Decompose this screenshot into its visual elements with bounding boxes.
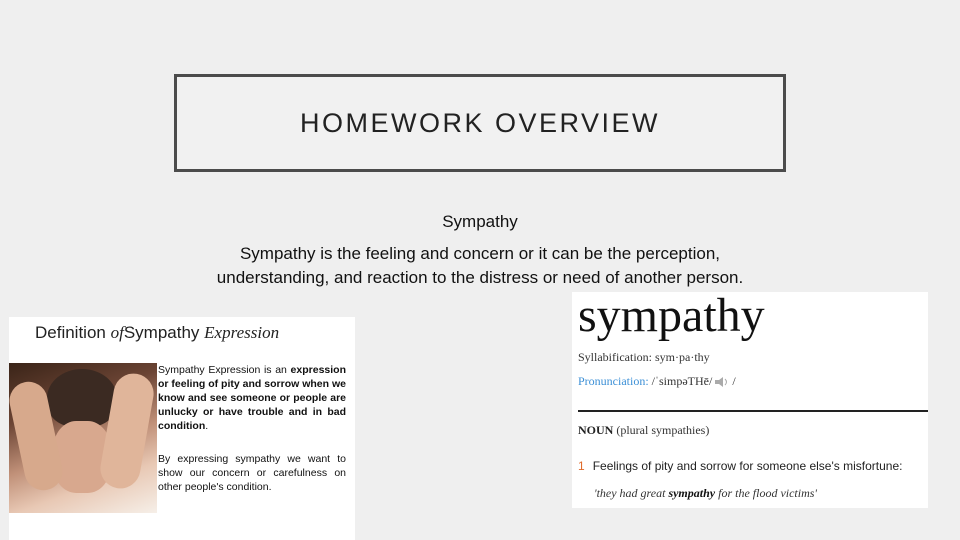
example-end: for the flood victims'	[715, 486, 817, 500]
pos-label: NOUN	[578, 423, 614, 437]
definition-number: 1	[578, 459, 585, 473]
syllabification-label: Syllabification:	[578, 350, 652, 364]
definition-paragraph-2: By expressing sympathy we want to show our concern or carefulness on other people's condition.	[158, 453, 346, 493]
example-sentence	[594, 486, 817, 501]
para1-bold: expression or feeling of pity and sorrow when we know and see someone or people are unlucky or have trouble and in bad condition	[158, 364, 346, 432]
title-box	[174, 74, 786, 172]
divider	[578, 410, 928, 412]
definition-paragraph-1	[158, 363, 346, 433]
para1-end: .	[205, 420, 209, 432]
slide-subtitle: Sympathy	[442, 212, 518, 231]
dictionary-headword: sympathy	[578, 292, 765, 342]
part-of-speech	[578, 423, 709, 438]
slide-title: HOMEWORK OVERVIEW	[299, 107, 661, 138]
definition-heading	[35, 323, 279, 343]
body-line-1: Sympathy is the feeling and concern or it can be the perception,	[239, 244, 721, 263]
syllabification	[578, 350, 710, 365]
speaker-icon[interactable]	[715, 377, 729, 387]
pronunciation: Pronunciation: /ˈsimpəTHē/ /	[578, 374, 736, 388]
heading-word-expression: Expression	[204, 323, 280, 342]
plural-form: (plural sympathies)	[616, 423, 710, 437]
definition-text: Feelings of pity and sorrow for someone else's misfortune:	[592, 459, 903, 473]
syllabification-value: sym·pa·thy	[655, 350, 710, 364]
dictionary-image	[572, 292, 928, 508]
example-bold: sympathy	[668, 486, 716, 500]
heading-word-of: of	[110, 323, 124, 342]
distressed-man-photo	[9, 363, 157, 513]
pronunciation-label: Pronunciation:	[578, 374, 649, 388]
heading-word-definition: Definition	[35, 323, 106, 342]
definition-image	[9, 317, 355, 540]
para1-lead: Sympathy Expression is an	[158, 364, 287, 376]
body-line-2: understanding, and reaction to the distress or need of another person.	[216, 268, 744, 287]
body-text	[150, 242, 810, 290]
example-start: 'they had great	[594, 486, 669, 500]
heading-word-sympathy: Sympathy	[123, 323, 200, 342]
definition	[578, 459, 902, 473]
pronunciation-value: /ˈsimpəTHē/	[651, 374, 713, 388]
